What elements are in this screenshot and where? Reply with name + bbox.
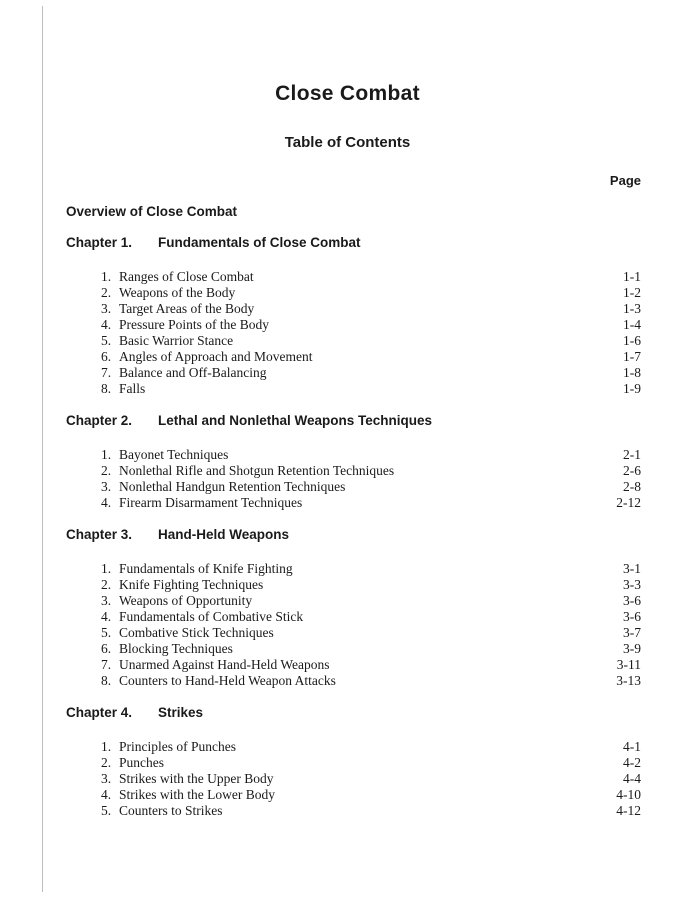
toc-item-title: Target Areas of the Body xyxy=(119,301,255,316)
toc-item-number: 7. xyxy=(101,657,112,672)
toc-item-page: 2-12 xyxy=(616,495,641,510)
chapter-heading xyxy=(66,527,695,542)
toc-item xyxy=(0,609,695,625)
toc-item-page: 4-1 xyxy=(623,739,641,754)
toc-item-title: Nonlethal Handgun Retention Techniques xyxy=(119,479,346,494)
toc-item xyxy=(0,641,695,657)
toc-item xyxy=(0,625,695,641)
scan-artifact-line xyxy=(42,6,43,892)
toc-item-title: Strikes with the Upper Body xyxy=(119,771,274,786)
toc-item-page: 1-7 xyxy=(623,349,641,364)
toc-item-page: 1-1 xyxy=(623,269,641,284)
toc-item-page: 3-1 xyxy=(623,561,641,576)
chapter-label: Chapter 3. xyxy=(66,527,133,542)
toc-item xyxy=(0,285,695,301)
toc-item-title: Knife Fighting Techniques xyxy=(119,577,264,592)
toc-item xyxy=(0,301,695,317)
toc-item-page: 1-4 xyxy=(623,317,641,332)
toc-item-title: Counters to Strikes xyxy=(119,803,223,818)
toc-item-page: 1-9 xyxy=(623,381,641,396)
toc-item-title: Basic Warrior Stance xyxy=(119,333,234,348)
toc-item-page: 4-2 xyxy=(623,755,641,770)
toc-item-title: Firearm Disarmament Techniques xyxy=(119,495,303,510)
toc-item-page: 1-8 xyxy=(623,365,641,380)
chapter-item-list xyxy=(0,561,695,689)
toc-item xyxy=(0,803,695,819)
toc-item-title: Blocking Techniques xyxy=(119,641,233,656)
chapter-item-list xyxy=(0,269,695,397)
toc-item-number: 3. xyxy=(101,771,112,786)
page-column-label: Page xyxy=(609,173,641,188)
toc-item-page: 4-12 xyxy=(616,803,641,818)
toc-item-number: 5. xyxy=(101,803,112,818)
chapter-label: Chapter 2. xyxy=(66,413,133,428)
chapter-section xyxy=(0,413,695,511)
toc-item xyxy=(0,673,695,689)
toc-item-title: Fundamentals of Combative Stick xyxy=(119,609,304,624)
chapter-item-list xyxy=(0,447,695,511)
toc-item-number: 4. xyxy=(101,317,112,332)
toc-item xyxy=(0,787,695,803)
toc-item-page: 3-6 xyxy=(623,593,641,608)
toc-item-number: 3. xyxy=(101,479,112,494)
toc-item xyxy=(0,333,695,349)
toc-item-title: Strikes with the Lower Body xyxy=(119,787,275,802)
toc-item-title: Weapons of the Body xyxy=(119,285,236,300)
toc-item-title: Bayonet Techniques xyxy=(119,447,229,462)
toc-item xyxy=(0,593,695,609)
chapter-section xyxy=(0,527,695,689)
toc-item-title: Punches xyxy=(119,755,164,770)
chapter-label: Chapter 1. xyxy=(66,235,133,250)
toc-item-page: 2-1 xyxy=(623,447,641,462)
toc-item xyxy=(0,349,695,365)
toc-item-number: 2. xyxy=(101,463,112,478)
chapter-heading xyxy=(66,413,695,428)
toc-item-number: 2. xyxy=(101,577,112,592)
toc-item-number: 2. xyxy=(101,285,112,300)
toc-item-page: 3-11 xyxy=(616,657,641,672)
toc-item-number: 6. xyxy=(101,349,112,364)
toc-item-title: Falls xyxy=(119,381,146,396)
toc-item-page: 4-4 xyxy=(623,771,641,786)
toc-item-title: Fundamentals of Knife Fighting xyxy=(119,561,293,576)
toc-item-title: Principles of Punches xyxy=(119,739,236,754)
toc-item xyxy=(0,739,695,755)
chapter-title: Lethal and Nonlethal Weapons Techniques xyxy=(158,413,433,428)
toc-item-title: Combative Stick Techniques xyxy=(119,625,274,640)
chapter-title: Strikes xyxy=(158,705,204,720)
toc-item-page: 3-6 xyxy=(623,609,641,624)
toc-item xyxy=(0,577,695,593)
chapter-label: Chapter 4. xyxy=(66,705,133,720)
toc-item-number: 1. xyxy=(101,561,112,576)
toc-item xyxy=(0,479,695,495)
toc-item-page: 1-6 xyxy=(623,333,641,348)
toc-item-number: 3. xyxy=(101,593,112,608)
toc-item-number: 5. xyxy=(101,333,112,348)
chapter-item-list xyxy=(0,739,695,819)
toc-item-number: 1. xyxy=(101,447,112,462)
toc-item-page: 3-3 xyxy=(623,577,641,592)
document-title: Close Combat xyxy=(275,82,420,105)
toc-item-page: 3-13 xyxy=(616,673,641,688)
toc-item-number: 4. xyxy=(101,495,112,510)
toc-item-title: Ranges of Close Combat xyxy=(119,269,254,284)
toc-item xyxy=(0,269,695,285)
toc-item xyxy=(0,381,695,397)
toc-item-number: 5. xyxy=(101,625,112,640)
toc-item-number: 2. xyxy=(101,755,112,770)
chapter-section xyxy=(0,235,695,397)
toc-item-title: Weapons of Opportunity xyxy=(119,593,253,608)
chapter-title: Fundamentals of Close Combat xyxy=(158,235,361,250)
toc-item-page: 2-6 xyxy=(623,463,641,478)
chapter-heading xyxy=(66,235,695,250)
toc-item-page: 4-10 xyxy=(616,787,641,802)
toc-item-title: Unarmed Against Hand-Held Weapons xyxy=(119,657,330,672)
toc-item-number: 1. xyxy=(101,269,112,284)
toc-item-number: 8. xyxy=(101,381,112,396)
chapter-section xyxy=(0,705,695,819)
toc-item-title: Angles of Approach and Movement xyxy=(119,349,313,364)
toc-item-title: Balance and Off-Balancing xyxy=(119,365,267,380)
toc-item xyxy=(0,447,695,463)
toc-item xyxy=(0,365,695,381)
toc-item-page: 3-9 xyxy=(623,641,641,656)
toc-item-page: 1-3 xyxy=(623,301,641,316)
toc-item xyxy=(0,771,695,787)
toc-item-number: 8. xyxy=(101,673,112,688)
toc-item xyxy=(0,755,695,771)
toc-item-title: Pressure Points of the Body xyxy=(119,317,269,332)
toc-item xyxy=(0,561,695,577)
overview-heading: Overview of Close Combat xyxy=(66,204,238,219)
toc-item xyxy=(0,495,695,511)
toc-item-number: 6. xyxy=(101,641,112,656)
table-of-contents-heading: Table of Contents xyxy=(284,134,411,151)
toc-item xyxy=(0,463,695,479)
toc-item xyxy=(0,317,695,333)
toc-item-page: 1-2 xyxy=(623,285,641,300)
toc-item-number: 4. xyxy=(101,609,112,624)
toc-item-number: 1. xyxy=(101,739,112,754)
toc-item-title: Nonlethal Rifle and Shotgun Retention Techniques xyxy=(119,463,395,478)
toc-item-title: Counters to Hand-Held Weapon Attacks xyxy=(119,673,336,688)
toc-item-number: 7. xyxy=(101,365,112,380)
toc-item-page: 3-7 xyxy=(623,625,641,640)
chapter-title: Hand-Held Weapons xyxy=(158,527,290,542)
toc-item-number: 3. xyxy=(101,301,112,316)
toc-item-page: 2-8 xyxy=(623,479,641,494)
toc-item-number: 4. xyxy=(101,787,112,802)
toc-item xyxy=(0,657,695,673)
chapter-heading xyxy=(66,705,695,720)
